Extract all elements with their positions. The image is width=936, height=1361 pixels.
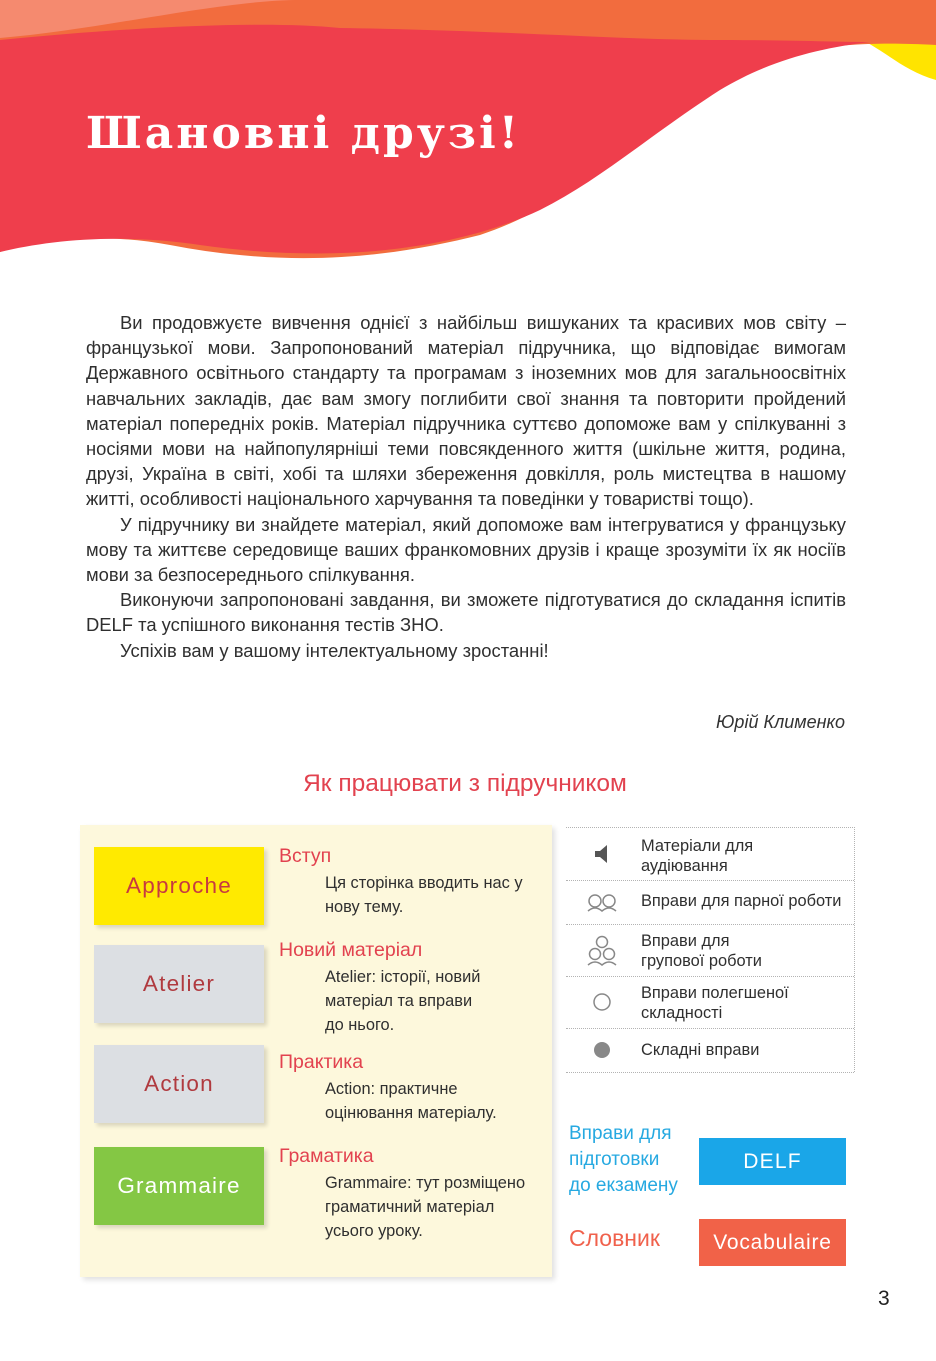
section-heading: Новий матеріал bbox=[279, 939, 423, 961]
speaker-icon bbox=[582, 828, 622, 880]
icon-label: Вправи полегшеної складності bbox=[641, 984, 789, 1022]
section-description: Atelier: історії, новий матеріал та вправи до нього. bbox=[325, 968, 481, 1034]
icon-legend-row bbox=[566, 880, 854, 925]
section-heading: Практика bbox=[279, 1051, 364, 1073]
hollow-circle-icon bbox=[582, 976, 622, 1028]
preface-paragraph: Ви продовжуєте вивчення однієї з найбільш вишуканих та красивих мов світу – французької мови. Запропонований матеріал підручника, що відповідає вимогам Державного освітнього стандарту та програмам з іноземних мов для загальноосвітніх навчальних закладів, дає вам змогу поглибити свої знання та повторити пройдений матеріал попередніх років. Матеріал підручника суттєво допоможе вам у спілкуванні з носіями мови на найпопулярніші теми повсякденного життя (шкільне життя, родина, друзі, Україна в світі, хобі та шляхи збереження довкілля, роль мистецтва в нашому житті, особливості національного харчування та поведінки у товаристві тощо). bbox=[86, 312, 846, 510]
icon-label: Вправи для групової роботи bbox=[641, 932, 762, 970]
icon-label: Матеріали для аудіювання bbox=[641, 837, 754, 875]
section-description: Action: практичне оцінювання матеріалу. bbox=[325, 1080, 497, 1122]
icon-label: Складні вправи bbox=[641, 1041, 760, 1059]
section-tag-approche: Approche bbox=[94, 847, 264, 925]
delf-note: Вправи для підготовки до екзамену bbox=[569, 1123, 678, 1196]
section-tag-grammaire: Grammaire bbox=[94, 1147, 264, 1225]
icon-legend bbox=[566, 827, 855, 1072]
author-signature: Юрій Клименко bbox=[716, 712, 845, 732]
group-work-icon bbox=[582, 924, 622, 976]
preface-text bbox=[86, 310, 846, 663]
section-tag-action: Action bbox=[94, 1045, 264, 1123]
section-heading: Вступ bbox=[279, 845, 332, 867]
preface-paragraph: Виконуючи запропоновані завдання, ви зможете підготуватися до складання іспитів DELF та успішного виконання тестів ЗНО. bbox=[86, 589, 846, 636]
icon-legend-row bbox=[566, 828, 854, 881]
dictionary-label: Словник bbox=[569, 1225, 660, 1251]
pair-work-icon bbox=[582, 880, 622, 924]
section-description: Ця сторінка вводить нас у нову тему. bbox=[325, 874, 523, 916]
vocabulaire-badge: Vocabulaire bbox=[699, 1219, 846, 1266]
icon-legend-row bbox=[566, 1028, 854, 1073]
icon-legend-row bbox=[566, 924, 854, 977]
sections-legend bbox=[80, 825, 552, 1277]
section-description: Grammaire: тут розміщено граматичний матеріал усього уроку. bbox=[325, 1174, 526, 1240]
preface-paragraph: Успіхів вам у вашому інтелектуальному зростанні! bbox=[120, 639, 549, 661]
icon-label: Вправи для парної роботи bbox=[641, 892, 842, 910]
how-to-title: Як працювати з підручником bbox=[303, 770, 627, 797]
preface-paragraph: У підручнику ви знайдете матеріал, який допоможе вам інтегруватися у французьку мову та життєве середовище ваших франкомовних друзів і краще зрозуміти їх як носіїв мови за безпосереднього спілкування. bbox=[86, 513, 846, 586]
page-number: 3 bbox=[878, 1287, 890, 1310]
section-tag-atelier: Atelier bbox=[94, 945, 264, 1023]
delf-badge: DELF bbox=[699, 1138, 846, 1185]
filled-circle-icon bbox=[582, 1028, 622, 1072]
section-heading: Граматика bbox=[279, 1145, 374, 1167]
page-title: Шановні друзі! bbox=[86, 108, 522, 159]
icon-legend-row bbox=[566, 976, 854, 1029]
